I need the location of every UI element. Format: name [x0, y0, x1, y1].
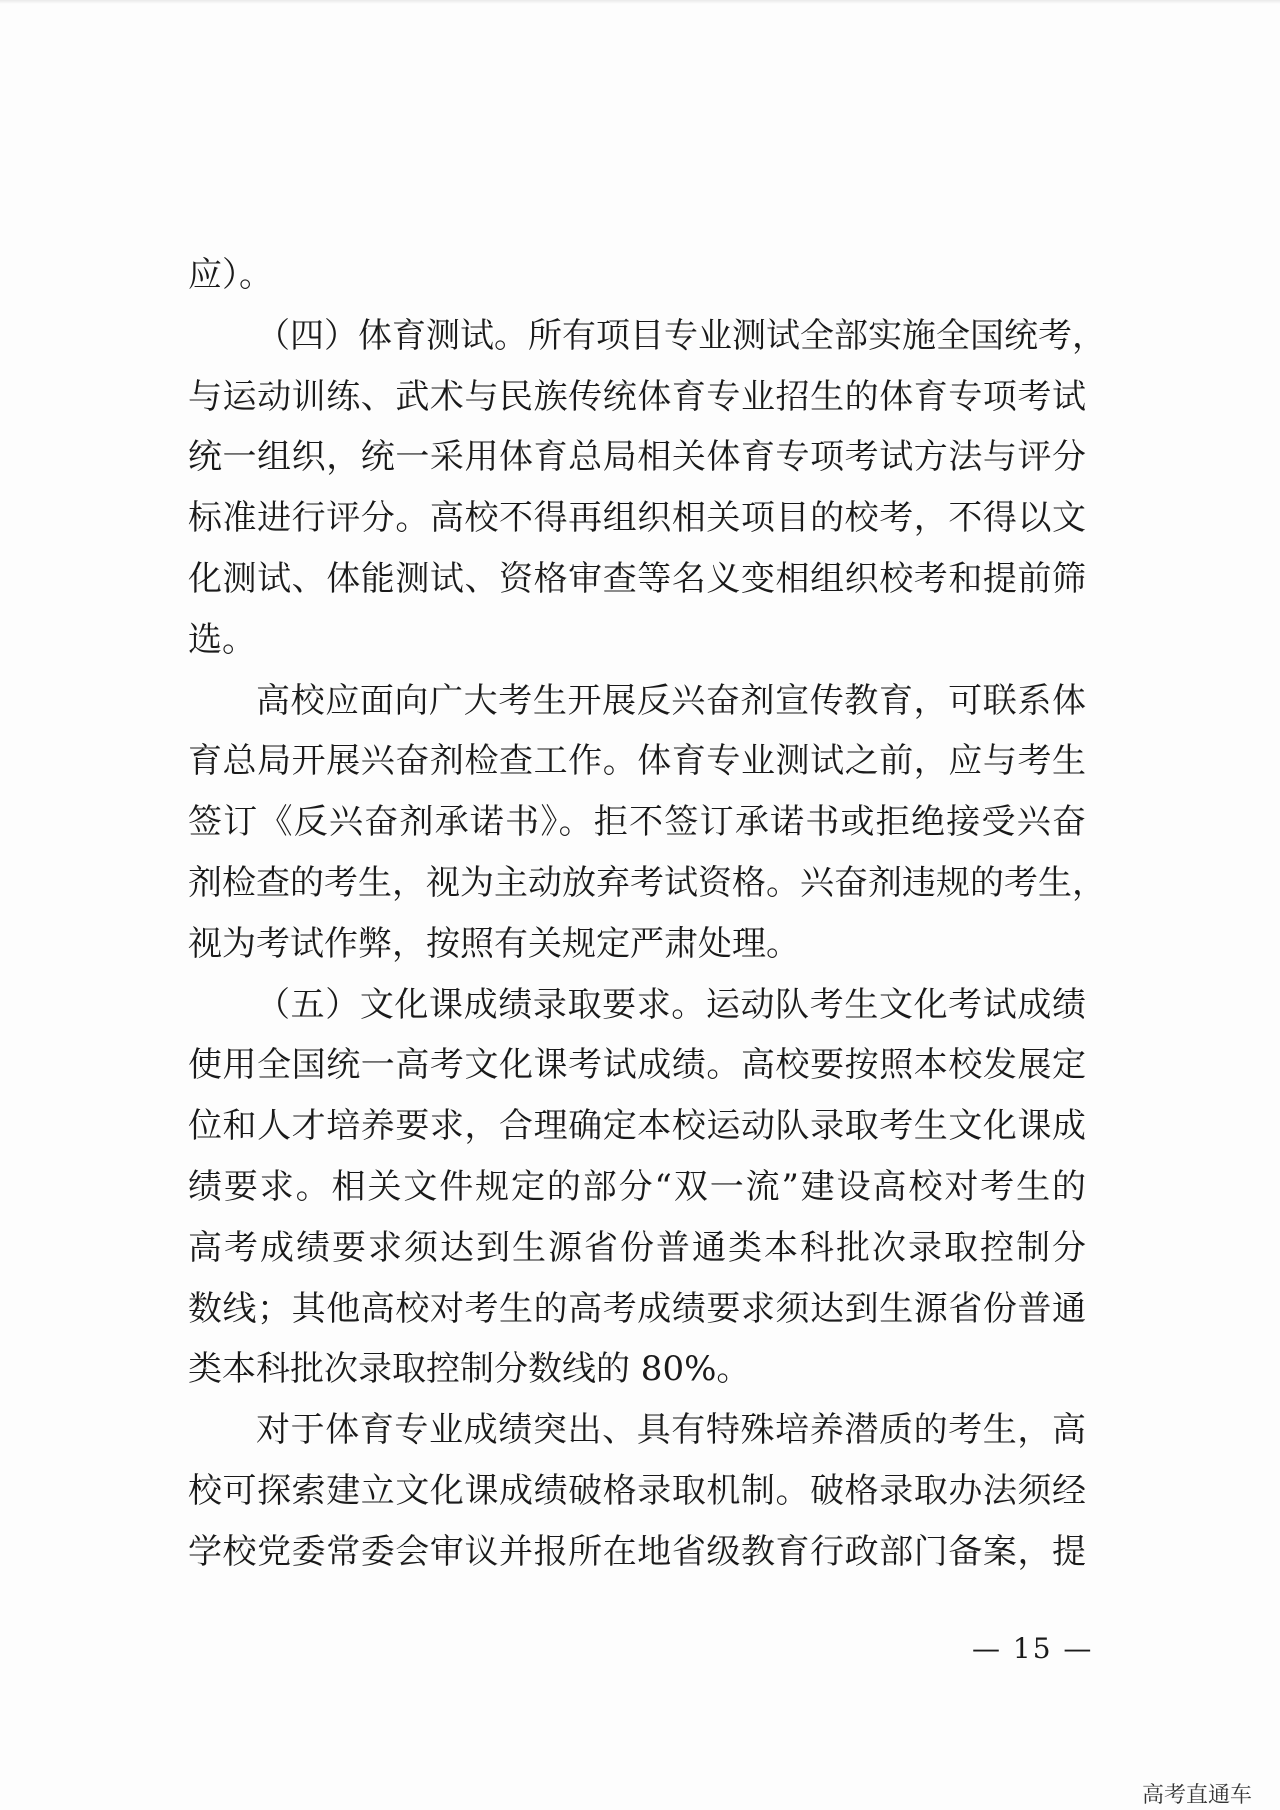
text-line: 剂检查的考生，视为主动放弃考试资格。兴奋剂违规的考生，: [188, 862, 1106, 903]
text-line: 选。: [188, 619, 256, 660]
watermark-text: 高考直通车: [1142, 1783, 1253, 1808]
body-text: [188, 245, 1106, 1583]
text-line: 位和人才培养要求，合理确定本校运动队录取考生文化课成: [188, 1106, 1086, 1147]
text-line: 统一组织，统一采用体育总局相关体育专项考试方法与评分: [188, 437, 1086, 478]
text-line: 应）。: [188, 255, 273, 295]
text-line: 与运动训练、武术与民族传统体育专业招生的体育专项考试: [188, 376, 1086, 417]
page-top-edge: [0, 0, 1280, 4]
text-line: 绩要求。相关文件规定的部分“双一流”建设高校对考生的: [188, 1166, 1086, 1207]
text-line: 标准进行评分。高校不得再组织相关项目的校考，不得以文: [188, 498, 1086, 539]
page-number: — 15 —: [972, 1632, 1094, 1665]
text-line: 化测试、体能测试、资格审查等名义变相组织校考和提前筛: [188, 558, 1086, 599]
text-line: 学校党委常委会审议并报所在地省级教育行政部门备案，提: [188, 1531, 1086, 1572]
text-line: （四）体育测试。所有项目专业测试全部实施全国统考，: [256, 315, 1106, 356]
text-line: 育总局开展兴奋剂检查工作。体育专业测试之前，应与考生: [188, 741, 1086, 782]
text-line: 对于体育专业成绩突出、具有特殊培养潜质的考生，高: [256, 1410, 1086, 1451]
text-line: 高考成绩要求须达到生源省份普通类本科批次录取控制分: [188, 1227, 1086, 1268]
text-line: 数线；其他高校对考生的高考成绩要求须达到生源省份普通: [188, 1288, 1086, 1329]
text-line: 使用全国统一高考文化课考试成绩。高校要按照本校发展定: [188, 1045, 1086, 1086]
text-line: 签订《反兴奋剂承诺书》。拒不签订承诺书或拒绝接受兴奋: [188, 802, 1086, 843]
text-line: 视为考试作弊，按照有关规定严肃处理。: [188, 923, 800, 964]
text-line: 高校应面向广大考生开展反兴奋剂宣传教育，可联系体: [256, 680, 1086, 721]
text-line: （五）文化课成绩录取要求。运动队考生文化考试成绩: [256, 984, 1086, 1025]
text-line: 类本科批次录取控制分数线的 80%。: [188, 1349, 751, 1390]
text-line: 校可探索建立文化课成绩破格录取机制。破格录取办法须经: [188, 1470, 1086, 1511]
